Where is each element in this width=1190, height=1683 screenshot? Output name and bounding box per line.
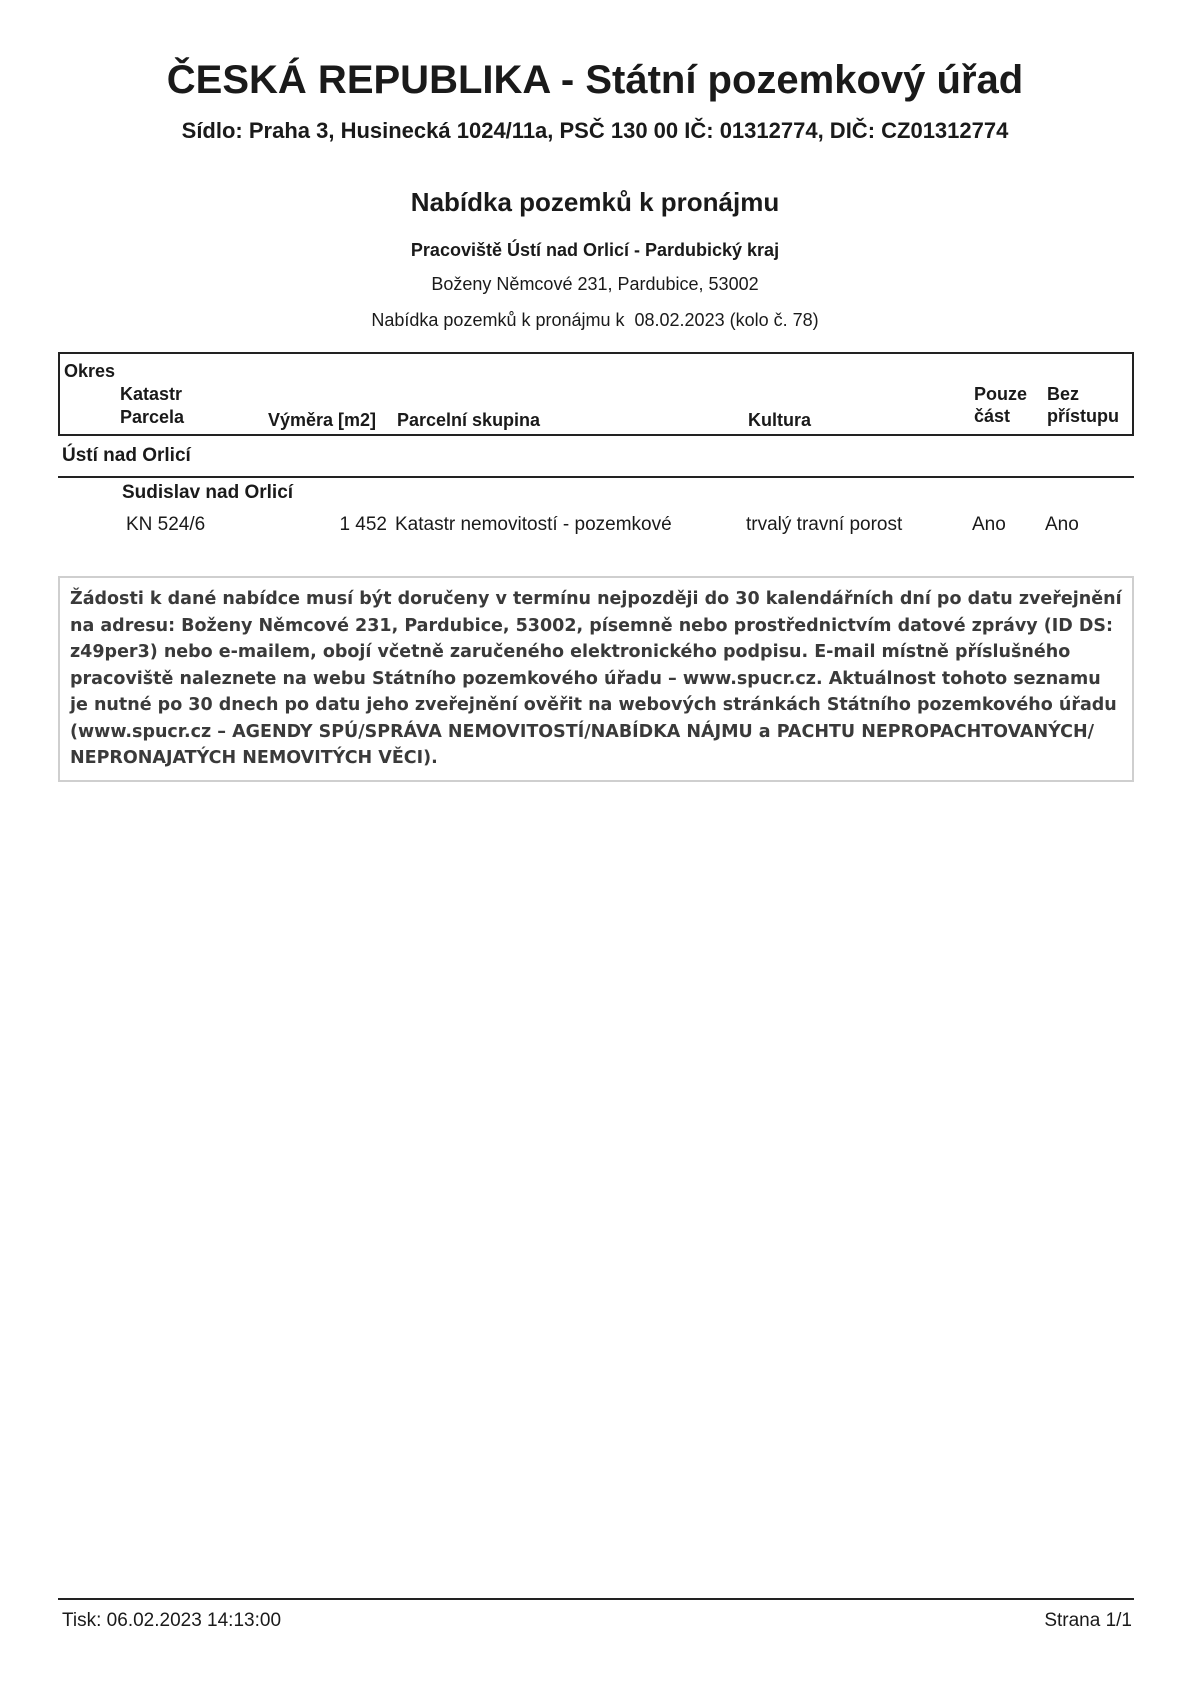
- parcel-culture: trvalý travní porost: [746, 514, 903, 535]
- column-no-access-line2: přístupu: [1047, 406, 1119, 426]
- column-area: Výměra [m2]: [268, 410, 377, 430]
- column-cadastre: Katastr: [120, 384, 183, 404]
- parcel-group: Katastr nemovitostí - pozemkové: [395, 514, 672, 535]
- footer-divider: [58, 1598, 1134, 1600]
- office-name: Pracoviště Ústí nad Orlicí - Pardubický kraj: [410, 240, 780, 260]
- office-address: Boženy Němcové 231, Pardubice, 53002: [431, 274, 759, 294]
- column-parcel: Parcela: [120, 407, 185, 427]
- column-partial-line1: Pouze: [974, 384, 1028, 404]
- column-partial: [974, 383, 1027, 427]
- district-divider: [58, 476, 1134, 478]
- notice-box: [58, 576, 1134, 782]
- parcel-area: 1 452: [339, 514, 387, 535]
- column-culture: Kultura: [748, 410, 811, 430]
- notice-text: Žádosti k dané nabídce musí být doručeny v termínu nejpozději do 30 kalendářních dní po datu zveřejnění na adresu: Boženy Němcové 231, Pardubice, 53002, písemně nebo prostřednictvím datové zprávy (ID DS: z49per3) nebo e-mailem, obojí včetně zaručeného elektronického podpisu. E-mail místně příslušného pracoviště naleznete na webu Státního pozemkového úřadu – www.spucr.cz. Aktuálnost tohoto seznamu je nutné po 30 dnech po datu jeho zveřejnění ověřit na webových stránkách Státního pozemkového úřadu (www.spucr.cz – AGENDY SPÚ/SPRÁVA NEMOVITOSTÍ/NABÍDKA NÁJMU a PACHTU NEPROPACHTOVANÝCH/ NEPRONAJATÝCH NEMOVITÝCH VĚCI).: [70, 589, 1122, 768]
- parcel-partial: Ano: [972, 514, 1006, 535]
- parcel-id: KN 524/6: [126, 514, 206, 535]
- column-district: Okres: [64, 361, 116, 381]
- cadastre-name: Sudislav nad Orlicí: [122, 482, 294, 503]
- print-timestamp: Tisk: 06.02.2023 14:13:00: [62, 1610, 282, 1631]
- seat-address: Sídlo: Praha 3, Husinecká 1024/11a, PSČ 130 00 IČ: 01312774, DIČ: CZ01312774: [181, 118, 1009, 143]
- page-number: Strana 1/1: [1044, 1610, 1132, 1631]
- column-parcel-group: Parcelní skupina: [397, 410, 541, 430]
- column-no-access: [1047, 383, 1119, 427]
- parcel-no-access: Ano: [1045, 514, 1079, 535]
- offer-date-line: Nabídka pozemků k pronájmu k 08.02.2023 (kolo č. 78): [371, 310, 819, 330]
- page-title: ČESKÁ REPUBLIKA - Státní pozemkový úřad: [166, 58, 1024, 102]
- column-no-access-line1: Bez: [1047, 384, 1080, 404]
- district-name: Ústí nad Orlicí: [62, 445, 191, 466]
- table-header: [58, 352, 1134, 436]
- offer-heading: Nabídka pozemků k pronájmu: [410, 187, 780, 217]
- column-partial-line2: část: [974, 406, 1011, 426]
